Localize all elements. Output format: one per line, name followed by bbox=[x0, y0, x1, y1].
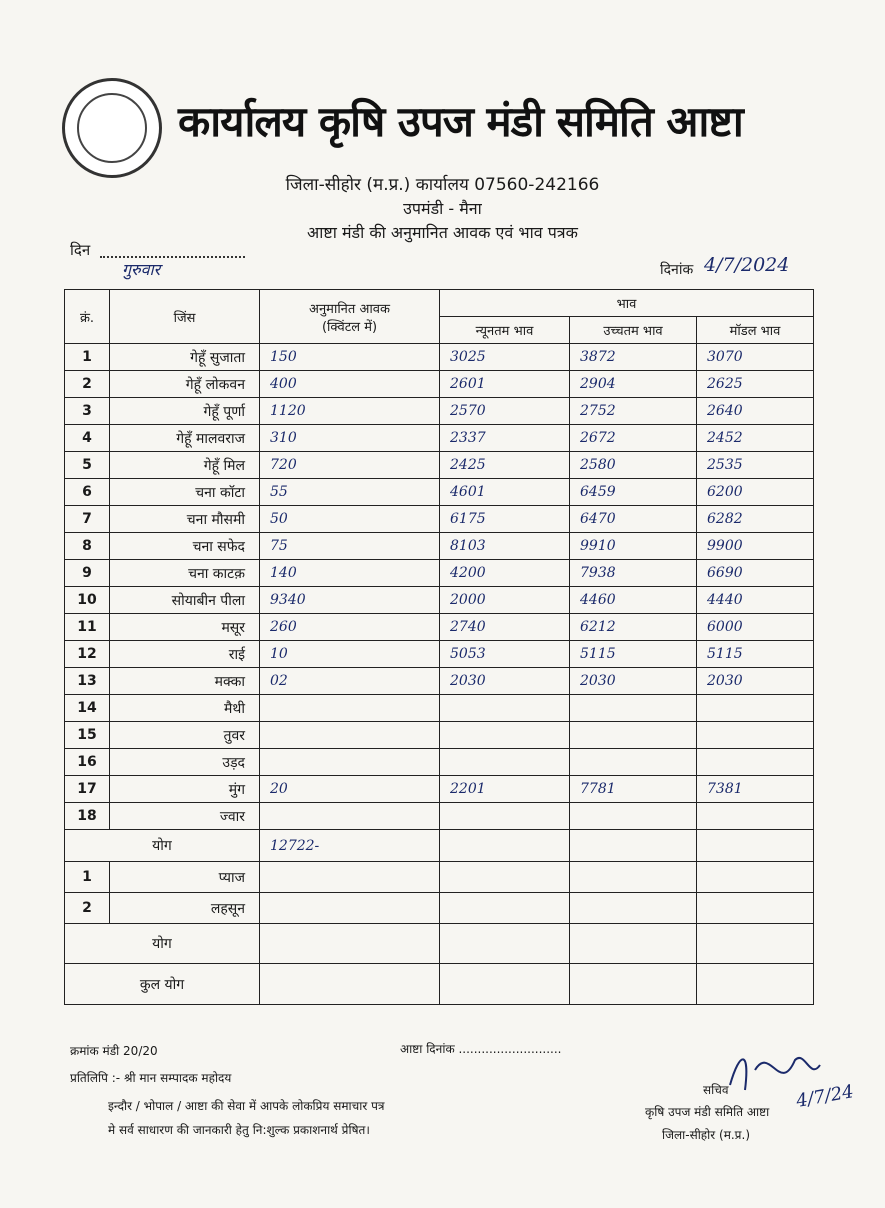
row-max-price bbox=[570, 803, 697, 830]
row-sno: 8 bbox=[65, 533, 110, 560]
row-sno: 14 bbox=[65, 695, 110, 722]
row-arrival bbox=[260, 893, 440, 924]
row-commodity: चना कॉटा bbox=[110, 479, 260, 506]
row-max-price: 2580 bbox=[570, 452, 697, 479]
row-commodity: ज्वार bbox=[110, 803, 260, 830]
row-min-price: 6175 bbox=[440, 506, 570, 533]
table-row bbox=[65, 862, 814, 893]
day-value: गुरुवार bbox=[122, 260, 161, 279]
total-arrival: 12722- bbox=[260, 830, 440, 862]
district-line: जिला-सीहोर (म.प्र.) कार्यालय 07560-242166 bbox=[285, 175, 600, 195]
row-sno: 17 bbox=[65, 776, 110, 803]
row-sno: 9 bbox=[65, 560, 110, 587]
row-commodity: चना सफेद bbox=[110, 533, 260, 560]
table-row bbox=[65, 587, 814, 614]
row-max-price: 6470 bbox=[570, 506, 697, 533]
row-sno: 1 bbox=[65, 344, 110, 371]
row-modal-price: 6200 bbox=[697, 479, 814, 506]
row-modal-price: 2452 bbox=[697, 425, 814, 452]
row-max-price: 7938 bbox=[570, 560, 697, 587]
signatory-district: जिला-सीहोर (म.प्र.) bbox=[662, 1128, 751, 1142]
row-arrival: 02 bbox=[260, 668, 440, 695]
row-arrival bbox=[260, 749, 440, 776]
table-row bbox=[65, 398, 814, 425]
row-sno: 16 bbox=[65, 749, 110, 776]
table-row bbox=[65, 614, 814, 641]
grand-total-max-price bbox=[570, 964, 697, 1005]
row-modal-price: 6690 bbox=[697, 560, 814, 587]
row-modal-price: 2625 bbox=[697, 371, 814, 398]
row-min-price bbox=[440, 695, 570, 722]
signatory-org: कृषि उपज मंडी समिति आष्टा bbox=[645, 1105, 770, 1119]
row-max-price: 2752 bbox=[570, 398, 697, 425]
day-dotted-line bbox=[100, 244, 245, 258]
header-arrival-label: अनुमानित आवक bbox=[309, 301, 390, 317]
table-row bbox=[65, 893, 814, 924]
day-label: दिन bbox=[70, 241, 91, 259]
row-sno: 2 bbox=[65, 893, 110, 924]
row-modal-price: 2640 bbox=[697, 398, 814, 425]
subtotal-max-price bbox=[570, 924, 697, 964]
header-price: भाव bbox=[440, 290, 814, 317]
row-max-price: 7781 bbox=[570, 776, 697, 803]
row-modal-price bbox=[697, 803, 814, 830]
row-modal-price bbox=[697, 862, 814, 893]
row-min-price bbox=[440, 749, 570, 776]
row-commodity: मैथी bbox=[110, 695, 260, 722]
subtotal-label: योग bbox=[65, 924, 260, 964]
row-modal-price: 4440 bbox=[697, 587, 814, 614]
copy-to: प्रतिलिपि :- श्री मान सम्पादक महोदय bbox=[70, 1071, 232, 1085]
subtotal-arrival bbox=[260, 924, 440, 964]
grand-total-arrival bbox=[260, 964, 440, 1005]
row-sno: 6 bbox=[65, 479, 110, 506]
row-min-price: 5053 bbox=[440, 641, 570, 668]
sheet-title: आष्टा मंडी की अनुमानित आवक एवं भाव पत्रक bbox=[307, 223, 578, 242]
row-commodity: चना मौसमी bbox=[110, 506, 260, 533]
row-max-price: 5115 bbox=[570, 641, 697, 668]
row-max-price: 3872 bbox=[570, 344, 697, 371]
price-table bbox=[64, 289, 814, 1005]
subtotal-row bbox=[65, 924, 814, 964]
row-min-price: 4200 bbox=[440, 560, 570, 587]
row-arrival bbox=[260, 722, 440, 749]
row-commodity: तुवर bbox=[110, 722, 260, 749]
row-modal-price: 6282 bbox=[697, 506, 814, 533]
table-row bbox=[65, 452, 814, 479]
row-min-price: 2425 bbox=[440, 452, 570, 479]
row-max-price: 6212 bbox=[570, 614, 697, 641]
row-commodity: चना काटक़ bbox=[110, 560, 260, 587]
row-sno: 18 bbox=[65, 803, 110, 830]
row-arrival: 10 bbox=[260, 641, 440, 668]
table-row bbox=[65, 479, 814, 506]
subtotal-min-price bbox=[440, 924, 570, 964]
row-arrival: 140 bbox=[260, 560, 440, 587]
row-modal-price bbox=[697, 749, 814, 776]
row-commodity: उड़द bbox=[110, 749, 260, 776]
total-label: योग bbox=[65, 830, 260, 862]
row-commodity: गेहूँ मालवराज bbox=[110, 425, 260, 452]
row-max-price bbox=[570, 749, 697, 776]
table-row bbox=[65, 533, 814, 560]
row-arrival bbox=[260, 803, 440, 830]
table-row bbox=[65, 344, 814, 371]
header-sno: क्रं. bbox=[65, 290, 110, 344]
row-min-price bbox=[440, 862, 570, 893]
row-arrival: 50 bbox=[260, 506, 440, 533]
table-row bbox=[65, 749, 814, 776]
row-commodity: प्याज bbox=[110, 862, 260, 893]
table-row bbox=[65, 506, 814, 533]
header-arrival bbox=[260, 290, 440, 344]
header-arrival-unit: (क्विंटल में) bbox=[321, 319, 378, 335]
row-max-price: 2672 bbox=[570, 425, 697, 452]
header-commodity: जिंस bbox=[110, 290, 260, 344]
table-row bbox=[65, 560, 814, 587]
row-arrival: 75 bbox=[260, 533, 440, 560]
table-row bbox=[65, 668, 814, 695]
row-min-price: 2601 bbox=[440, 371, 570, 398]
row-min-price bbox=[440, 803, 570, 830]
row-arrival bbox=[260, 862, 440, 893]
row-arrival: 400 bbox=[260, 371, 440, 398]
row-sno: 3 bbox=[65, 398, 110, 425]
total-row bbox=[65, 830, 814, 862]
row-modal-price bbox=[697, 893, 814, 924]
row-min-price: 4601 bbox=[440, 479, 570, 506]
table-row bbox=[65, 425, 814, 452]
grand-total-row bbox=[65, 964, 814, 1005]
signatory-title: सचिव bbox=[703, 1083, 729, 1097]
row-commodity: गेहूँ सुजाता bbox=[110, 344, 260, 371]
row-arrival: 150 bbox=[260, 344, 440, 371]
row-sno: 1 bbox=[65, 862, 110, 893]
row-modal-price: 9900 bbox=[697, 533, 814, 560]
row-arrival: 20 bbox=[260, 776, 440, 803]
row-min-price bbox=[440, 722, 570, 749]
row-arrival: 55 bbox=[260, 479, 440, 506]
total-max-price bbox=[570, 830, 697, 862]
row-modal-price: 6000 bbox=[697, 614, 814, 641]
date-label: दिनांक bbox=[660, 262, 694, 278]
header-min-price: न्यूनतम भाव bbox=[440, 317, 570, 344]
row-max-price: 2030 bbox=[570, 668, 697, 695]
row-min-price: 2570 bbox=[440, 398, 570, 425]
row-modal-price bbox=[697, 722, 814, 749]
table-row bbox=[65, 371, 814, 398]
row-commodity: गेहूँ लोकवन bbox=[110, 371, 260, 398]
row-sno: 5 bbox=[65, 452, 110, 479]
copy-to-line2: इन्दौर / भोपाल / आष्टा की सेवा में आपके लोकप्रिय समाचार पत्र bbox=[108, 1099, 385, 1113]
row-modal-price: 7381 bbox=[697, 776, 814, 803]
row-max-price: 2904 bbox=[570, 371, 697, 398]
row-modal-price bbox=[697, 695, 814, 722]
row-commodity: राई bbox=[110, 641, 260, 668]
row-sno: 2 bbox=[65, 371, 110, 398]
row-sno: 7 bbox=[65, 506, 110, 533]
total-min-price bbox=[440, 830, 570, 862]
row-max-price bbox=[570, 862, 697, 893]
copy-to-line3: मे सर्व साधारण की जानकारी हेतु नि:शुल्क प्रकाशनार्थ प्रेषित। bbox=[108, 1123, 370, 1137]
row-max-price: 6459 bbox=[570, 479, 697, 506]
grand-total-modal-price bbox=[697, 964, 814, 1005]
total-modal-price bbox=[697, 830, 814, 862]
row-modal-price: 3070 bbox=[697, 344, 814, 371]
row-max-price bbox=[570, 893, 697, 924]
row-max-price: 9910 bbox=[570, 533, 697, 560]
row-modal-price: 2535 bbox=[697, 452, 814, 479]
row-min-price: 2740 bbox=[440, 614, 570, 641]
table-row bbox=[65, 695, 814, 722]
row-min-price: 2030 bbox=[440, 668, 570, 695]
row-commodity: सोयाबीन पीला bbox=[110, 587, 260, 614]
table-row bbox=[65, 803, 814, 830]
row-commodity: गेहूँ मिल bbox=[110, 452, 260, 479]
row-modal-price: 2030 bbox=[697, 668, 814, 695]
row-sno: 13 bbox=[65, 668, 110, 695]
row-min-price bbox=[440, 893, 570, 924]
row-commodity: मुंग bbox=[110, 776, 260, 803]
row-max-price bbox=[570, 695, 697, 722]
row-commodity: मक्का bbox=[110, 668, 260, 695]
row-arrival: 310 bbox=[260, 425, 440, 452]
date-value: 4/7/2024 bbox=[704, 254, 790, 276]
row-min-price: 8103 bbox=[440, 533, 570, 560]
row-commodity: मसूर bbox=[110, 614, 260, 641]
row-min-price: 2201 bbox=[440, 776, 570, 803]
subtotal-modal-price bbox=[697, 924, 814, 964]
row-arrival: 260 bbox=[260, 614, 440, 641]
table-row bbox=[65, 641, 814, 668]
row-max-price: 4460 bbox=[570, 587, 697, 614]
sub-mandi-line: उपमंडी - मैना bbox=[403, 199, 482, 218]
mandi-emblem-logo bbox=[62, 78, 162, 178]
row-arrival: 720 bbox=[260, 452, 440, 479]
row-arrival: 9340 bbox=[260, 587, 440, 614]
row-modal-price: 5115 bbox=[697, 641, 814, 668]
row-sno: 11 bbox=[65, 614, 110, 641]
row-sno: 12 bbox=[65, 641, 110, 668]
header-modal-price: मॉडल भाव bbox=[697, 317, 814, 344]
row-max-price bbox=[570, 722, 697, 749]
row-commodity: गेहूँ पूर्णा bbox=[110, 398, 260, 425]
row-min-price: 2000 bbox=[440, 587, 570, 614]
reference-number: क्रमांक मंडी 20/20 bbox=[70, 1044, 158, 1058]
row-sno: 4 bbox=[65, 425, 110, 452]
grand-total-label: कुल योग bbox=[65, 964, 260, 1005]
row-min-price: 2337 bbox=[440, 425, 570, 452]
row-commodity: लहसून bbox=[110, 893, 260, 924]
signature-date: 4/7/24 bbox=[794, 1081, 856, 1112]
row-arrival: 1120 bbox=[260, 398, 440, 425]
office-title: कार्यालय कृषि उपज मंडी समिति आष्टा bbox=[178, 97, 743, 146]
table-row bbox=[65, 776, 814, 803]
grand-total-min-price bbox=[440, 964, 570, 1005]
row-min-price: 3025 bbox=[440, 344, 570, 371]
row-arrival bbox=[260, 695, 440, 722]
row-sno: 10 bbox=[65, 587, 110, 614]
header-max-price: उच्चतम भाव bbox=[570, 317, 697, 344]
row-sno: 15 bbox=[65, 722, 110, 749]
place-date: आष्टा दिनांक ........................... bbox=[400, 1042, 562, 1056]
table-row bbox=[65, 722, 814, 749]
